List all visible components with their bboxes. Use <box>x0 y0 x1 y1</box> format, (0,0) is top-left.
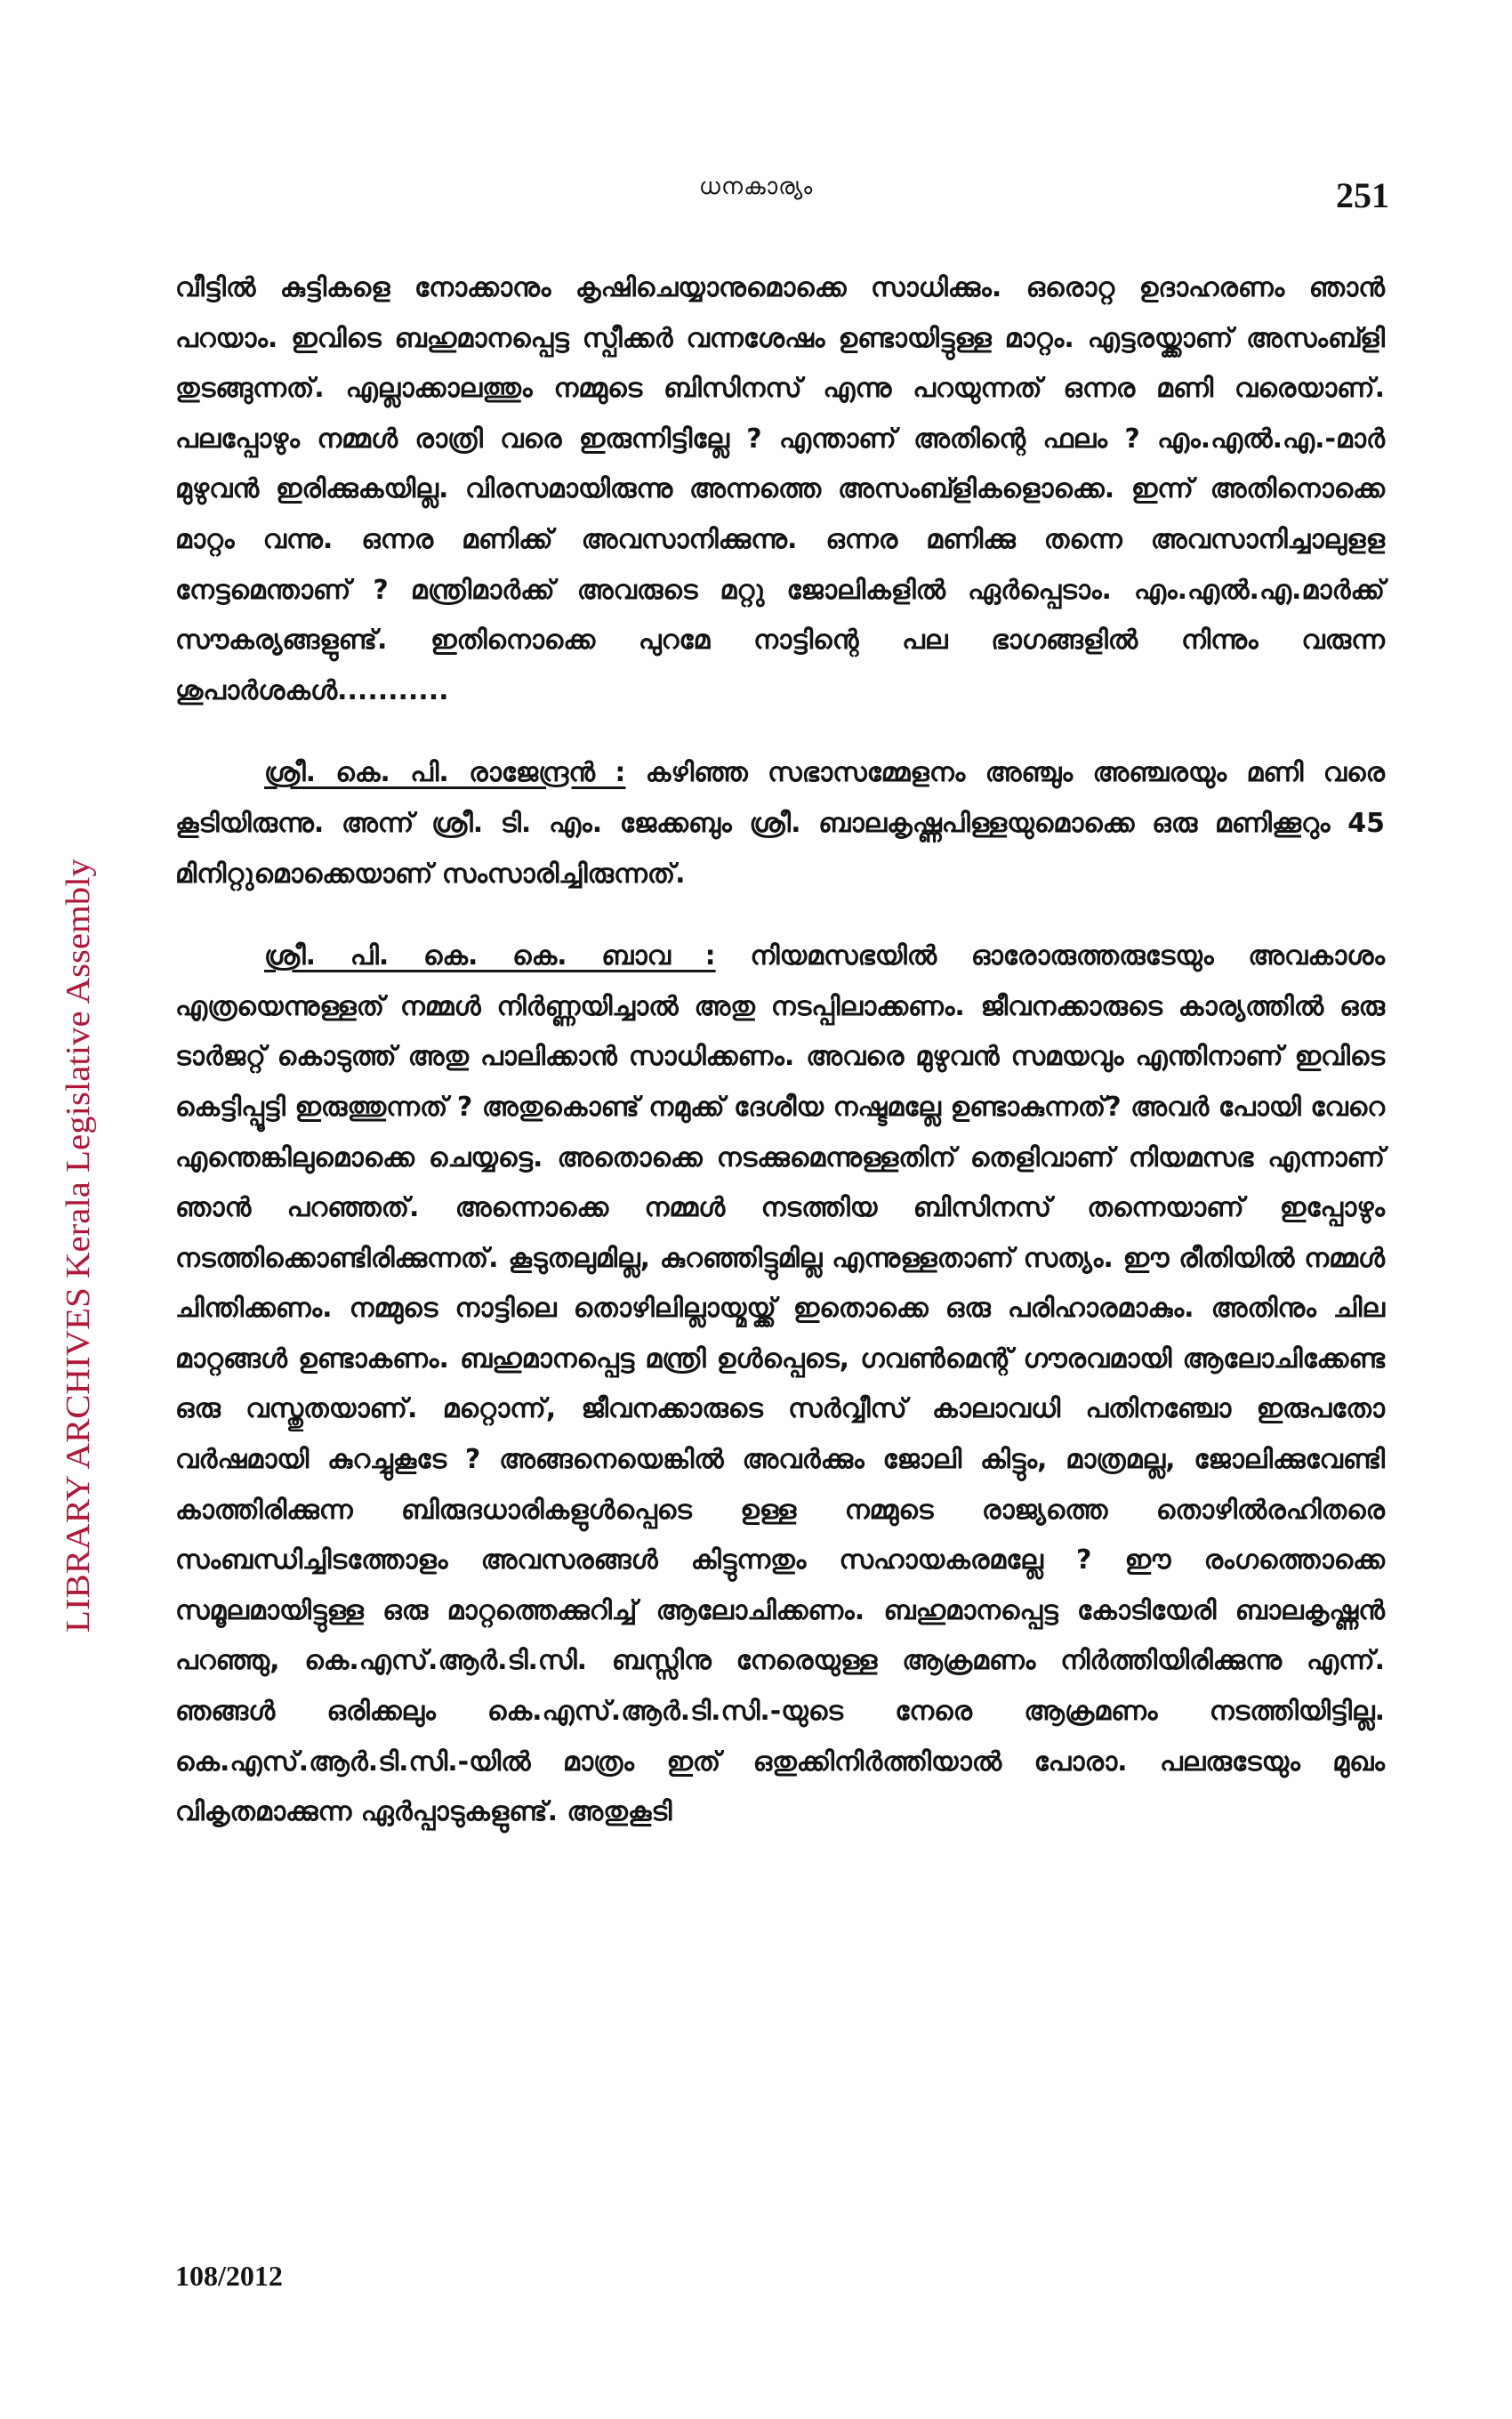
footer-code: 108/2012 <box>175 2260 283 2292</box>
paragraph-1 <box>175 263 1385 716</box>
page-number: 251 <box>1336 175 1389 215</box>
library-archives-watermark <box>46 854 109 1637</box>
paragraph-text: കഴിഞ്ഞ സഭാസമ്മേളനം അഞ്ചും അഞ്ചരയും മണി വരെ കൂടിയിരുന്നു. അന്ന് ശ്രീ. ടി. എം. ജേക്കബും ശ്രീ. ബാലകൃഷ്ണപിള്ളയുമൊക്കെ ഒരു മണിക്കൂറും 45 മിനിറ്റുമൊക്കെയാണ് സംസാരിച്ചിരുന്നത്. <box>175 757 1385 890</box>
paragraph-2 <box>175 748 1385 899</box>
speaker-name: ശ്രീ. കെ. പി. രാജേന്ദ്രൻ : <box>264 757 626 789</box>
watermark-text: LIBRARY ARCHIVES Kerala Legislative Assembly <box>60 912 97 1633</box>
paragraph-3 <box>175 931 1385 1838</box>
paragraph-text: വീട്ടിൽ കുട്ടികളെ നോക്കാനും കൃഷിചെയ്യാനുമൊക്കെ സാധിക്കും. ഒരൊറ്റ ഉദാഹരണം ഞാൻ പറയാം. ഇവിടെ ബഹുമാനപ്പെട്ട സ്പീക്കർ വന്നശേഷം ഉണ്ടായിട്ടുള്ള മാറ്റം. എട്ടരയ്ക്കാണ് അസംബ്ളി തുടങ്ങുന്നത്. എല്ലാക്കാലത്തും നമ്മുടെ ബിസിനസ് എന്നു പറയുന്നത് ഒന്നര മണി വരെയാണ്. പലപ്പോഴും നമ്മൾ രാത്രി വരെ ഇരുന്നിട്ടില്ലേ ? എന്താണ് അതിന്റെ ഫലം ? എം.എൽ.എ.-മാർ മുഴുവൻ ഇരിക്കുകയില്ല. വിരസമായിരുന്നു അന്നത്തെ അസംബ്ളികളൊക്കെ. ഇന്ന് അതിനൊക്കെ മാറ്റം വന്നു. ഒന്നര മണിക്ക് അവസാനിക്കുന്നു. ഒന്നര മണിക്കു തന്നെ അവസാനിച്ചാലുളള നേട്ടമെന്താണ് ? മന്ത്രിമാർക്ക് അവരുടെ മറ്റു ജോലികളിൽ ഏർപ്പെടാം. എം.എൽ.എ.മാർക്ക് സൗകര്യങ്ങളുണ്ട്. ഇതിനൊക്കെ പുറമേ നാട്ടിന്റെ പല ഭാഗങ്ങളിൽ നിന്നും വരുന്ന ശുപാർശകൾ........... <box>175 272 1385 706</box>
paragraph-text: നിയമസഭയിൽ ഓരോരുത്തരുടേയും അവകാശം എത്രയെന്നുള്ളത് നമ്മൾ നിർണ്ണയിച്ചാൽ അതു നടപ്പിലാക്കണം. ജീവനക്കാരുടെ കാര്യത്തിൽ ഒരു ടാർജറ്റ് കൊടുത്ത് അതു പാലിക്കാൻ സാധിക്കണം. അവരെ മുഴുവൻ സമയവും എന്തിനാണ് ഇവിടെ കെട്ടിപ്പൂട്ടി ഇരുത്തുന്നത് ? അതുകൊണ്ട് നമുക്ക് ദേശീയ നഷ്ടമല്ലേ ഉണ്ടാകുന്നത്? അവർ പോയി വേറെ എന്തെങ്കിലുമൊക്കെ ചെയ്യട്ടെ. അതൊക്കെ നടക്കുമെന്നുള്ളതിന് തെളിവാണ് നിയമസഭ എന്നാണ് ഞാൻ പറഞ്ഞത്. അന്നൊക്കെ നമ്മൾ നടത്തിയ ബിസിനസ് തന്നെയാണ് ഇപ്പോഴും നടത്തിക്കൊണ്ടിരിക്കുന്നത്. കൂടുതലുമില്ല, കുറഞ്ഞിട്ടുമില്ല എന്നുള്ളതാണ് സത്യം. ഈ രീതിയിൽ നമ്മൾ ചിന്തിക്കണം. നമ്മുടെ നാട്ടിലെ തൊഴിലില്ലായ്മയ്ക്ക് ഇതൊക്കെ ഒരു പരിഹാരമാകും. അതിനും ചില മാറ്റങ്ങൾ ഉണ്ടാകണം. ബഹുമാനപ്പെട്ട മന്ത്രി ഉൾപ്പെടെ, ഗവൺമെന്റ് ഗൗരവമായി ആലോചിക്കേണ്ട ഒരു വസ്തുതയാണ്. മറ്റൊന്ന്, ജീവനക്കാരുടെ സർവ്വീസ് കാലാവധി പതിനഞ്ചോ ഇരുപതോ വർഷമായി കുറച്ചുകൂടേ ? അങ്ങനെയെങ്കിൽ അവർക്കും ജോലി കിട്ടും, മാത്രമല്ല, ജോലിക്കുവേണ്ടി കാത്തിരിക്കുന്ന ബിരുദധാരികളുൾപ്പെടെ ഉള്ള നമ്മുടെ രാജ്യത്തെ തൊഴിൽരഹിതരെ സംബന്ധിച്ചിടത്തോളം അവസരങ്ങൾ കിട്ടുന്നതും സഹായകരമല്ലേ ? ഈ രംഗത്തൊക്കെ സമൂലമായിട്ടുള്ള ഒരു മാറ്റത്തെക്കുറിച്ച് ആലോചിക്കണം. ബഹുമാനപ്പെട്ട കോടിയേരി ബാലകൃഷ്ണൻ പറഞ്ഞു, കെ.എസ്.ആർ.ടി.സി. ബസ്സിനു നേരെയുള്ള ആക്രമണം നിർത്തിയിരിക്കുന്നു എന്ന്. ഞങ്ങൾ ഒരിക്കലും കെ.എസ്.ആർ.ടി.സി.-യുടെ നേരെ ആക്രമണം നടത്തിയിട്ടില്ല. കെ.എസ്.ആർ.ടി.സി.-യിൽ മാത്രം ഇത് ഒതുക്കിനിർത്തിയാൽ പോരാ. പലരുടേയും മുഖം വികൃതമാക്കുന്ന ഏർപ്പാടുകളുണ്ട്. അതുകൂടി <box>175 940 1386 1828</box>
document-body <box>175 263 1385 1870</box>
speaker-name: ശ്രീ. പി. കെ. കെ. ബാവ : <box>264 940 716 972</box>
running-head: ധനകാര്യം <box>698 173 814 200</box>
